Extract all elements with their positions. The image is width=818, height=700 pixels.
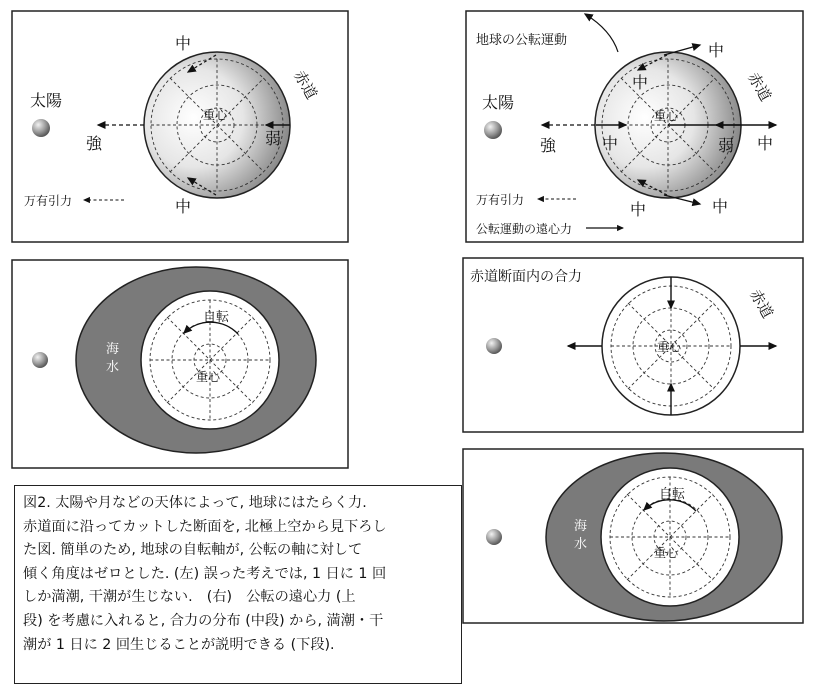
sun-icon — [486, 338, 502, 354]
top-outer-label: 中 — [708, 41, 725, 60]
top-inner-label: 中 — [632, 73, 649, 92]
caption-line: た図. 簡単のため, 地球の自転軸が, 公転の軸に対して — [23, 542, 363, 559]
legend-gravity-label: 万有引力 — [476, 193, 525, 207]
sea-label-char: 水 — [574, 537, 588, 552]
panel-mid-left — [12, 260, 348, 468]
weak-label: 弱 — [265, 129, 282, 148]
strong-label: 強 — [86, 134, 103, 153]
panel-bottom-right — [463, 449, 803, 623]
center-label: 重心 — [654, 109, 679, 123]
sun-icon — [32, 119, 50, 137]
caption-line: 赤道面に沿ってカットした断面を, 北極上空から見下ろし — [23, 518, 387, 535]
sun-label: 太陽 — [482, 93, 515, 112]
sun-icon — [486, 529, 502, 545]
equator-label: 赤道 — [744, 69, 775, 105]
sun-icon — [484, 121, 502, 139]
strong-label: 強 — [540, 136, 557, 155]
far-outer-label: 中 — [757, 134, 774, 153]
sun-icon — [32, 352, 48, 368]
sea-label: 海 水 — [106, 342, 120, 375]
bottom-label: 中 — [630, 200, 647, 219]
caption-line: 図2. 太陽や月などの天体によって, 地球にはたらく力. — [23, 495, 367, 511]
caption-line: 潮が 1 日に 2 回生じることが説明できる (下段). — [23, 636, 335, 653]
top-label: 中 — [175, 34, 192, 53]
panel-top-left — [12, 11, 348, 242]
panel-top-right — [466, 11, 803, 242]
equator-label: 赤道 — [746, 286, 777, 322]
caption-line: 段) を考慮に入れると, 合力の分布 (中段) から, 満潮・干 — [23, 612, 384, 629]
caption-line: 傾く角度はゼロとした. (左) 誤った考えでは, 1 日に 1 回 — [23, 565, 387, 582]
center-label: 重心 — [203, 108, 228, 122]
sea-label: 海 水 — [574, 519, 588, 552]
legend-centrifugal-label: 公転運動の遠心力 — [476, 222, 573, 236]
sun-label: 太陽 — [30, 91, 63, 110]
rotation-label: 自転 — [203, 310, 230, 325]
equator-label: 赤道 — [290, 67, 321, 103]
caption-line: しか満潮, 干潮が生じない. (右) 公転の遠心力 (上 — [23, 589, 356, 606]
sea-label-char: 水 — [106, 360, 120, 375]
orbit-title: 地球の公転運動 — [476, 33, 568, 48]
center-label: 重心 — [196, 370, 221, 384]
center-label: 重心 — [654, 546, 679, 560]
legend-gravity-label: 万有引力 — [24, 194, 73, 208]
weak-label: 弱 — [718, 136, 735, 155]
bottom-label: 中 — [175, 197, 192, 216]
panel-title: 赤道断面内の合力 — [470, 269, 582, 285]
near-inner-label: 中 — [602, 134, 619, 153]
figure-caption — [14, 485, 462, 684]
rotation-label: 自転 — [659, 487, 686, 502]
center-label: 重心 — [657, 340, 682, 354]
bottom-outer-label: 中 — [712, 197, 729, 216]
panel-mid-right — [463, 258, 803, 432]
